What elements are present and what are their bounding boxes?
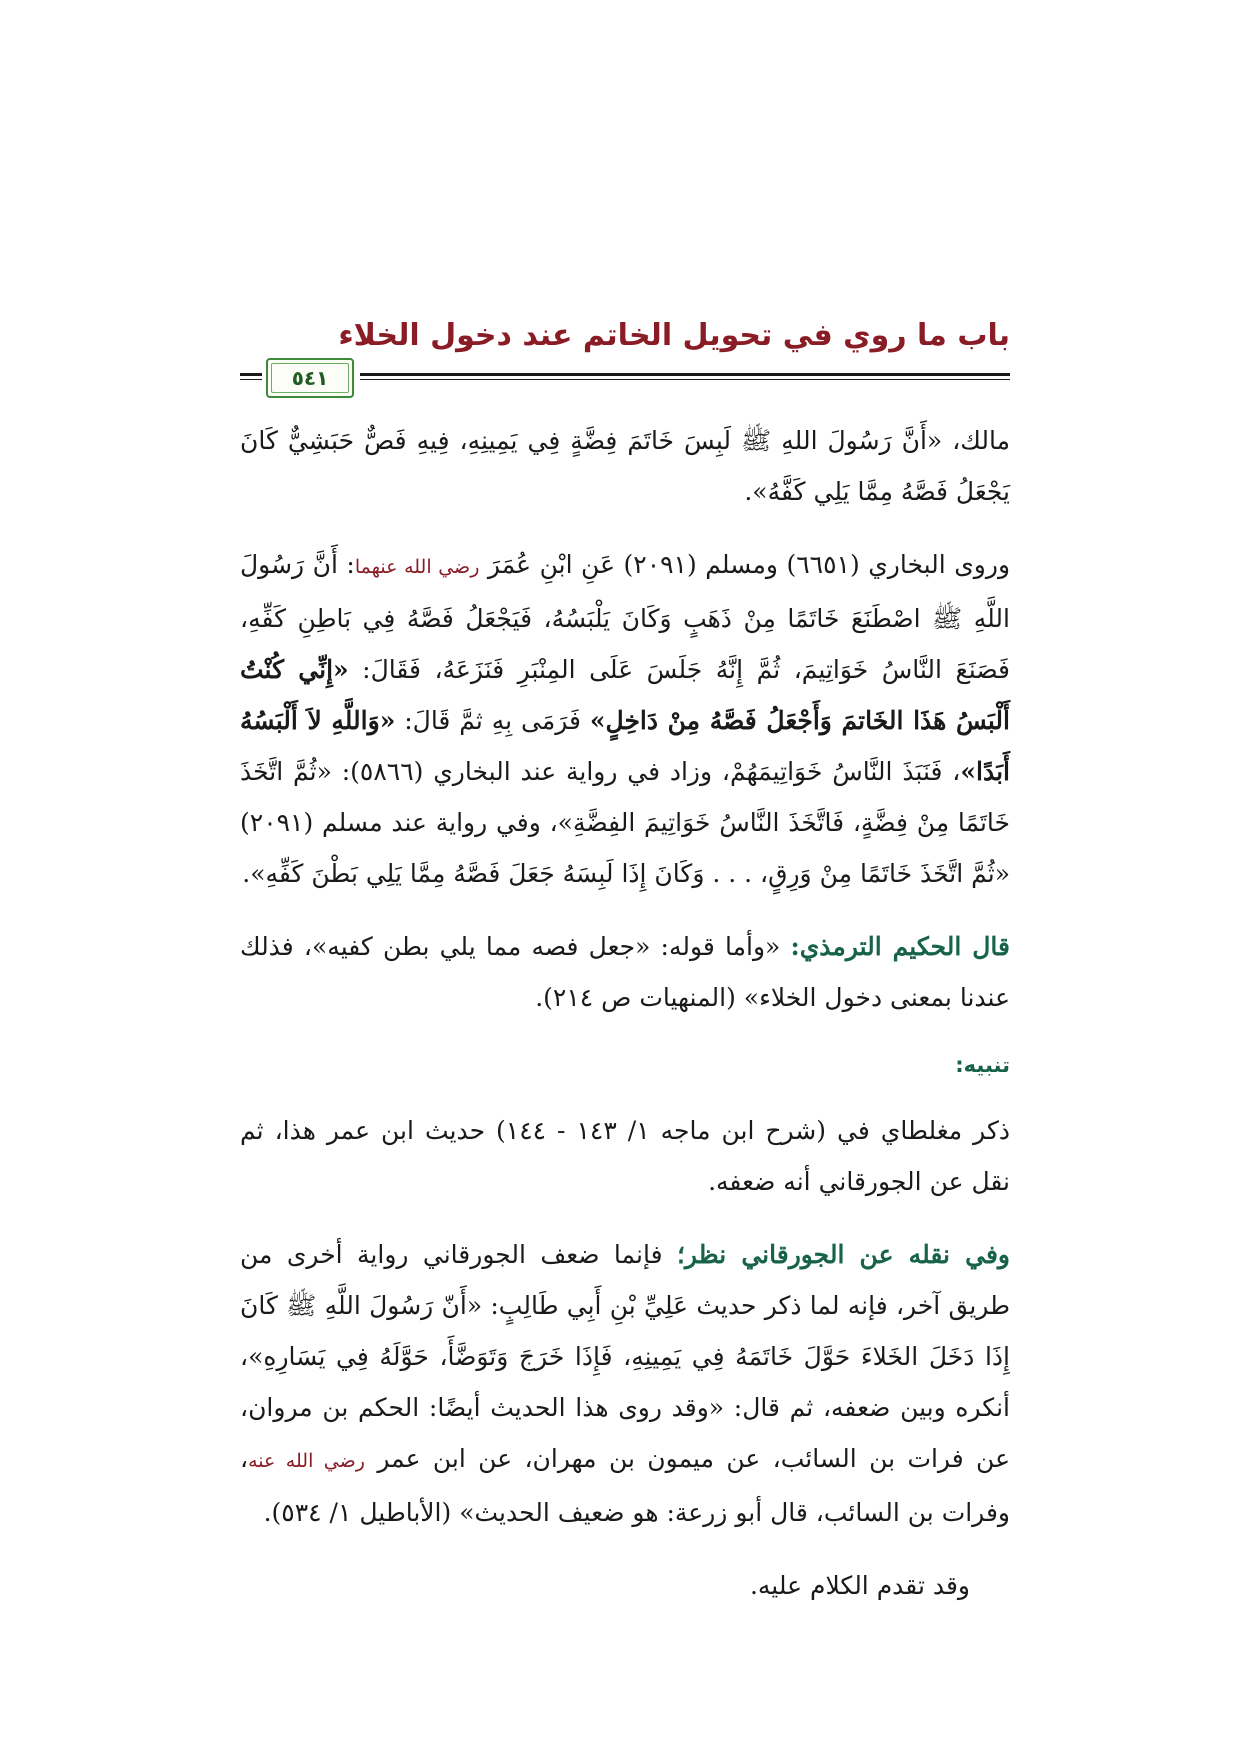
page-body — [240, 415, 1010, 1633]
honorific-glyph-2: رضي الله عنه — [248, 1450, 365, 1472]
paragraph-1 — [240, 415, 1010, 517]
paragraph-4-text: ذكر مغلطاي في (شرح ابن ماجه ١/ ١٤٣ - ١٤٤) حديث ابن عمر هذا، ثم نقل عن الجورقاني أنه ضعفه. — [240, 1116, 1010, 1196]
note-heading: تنبيه: — [955, 1053, 1010, 1077]
paragraph-3 — [240, 921, 1010, 1023]
paragraph-2 — [240, 539, 1010, 899]
hadith-quote-1: «إِنِّي كُنْتُ أَلْبَسُ هَذَا الخَاتمَ وَأَجْعَلُ فَصَّهُ مِنْ دَاخِلٍ» — [240, 655, 1010, 735]
paragraph-4 — [240, 1105, 1010, 1207]
paragraph-1-text: مالك، «أَنَّ رَسُولَ اللهِ ﷺ لَبِسَ خَاتَمَ فِضَّةٍ فِي يَمِينِهِ، فِيهِ فَصٌّ حَبَشِيٌّ كَانَ يَجْعَلُ فَصَّهُ مِمَّا يَلِي كَفَّهُ». — [240, 426, 1010, 506]
paragraph-5 — [240, 1229, 1010, 1538]
page-number-badge — [266, 358, 354, 398]
header-rule — [360, 373, 1010, 376]
paragraph-6 — [240, 1560, 1010, 1611]
paragraph-2-part-4: ، فَنَبَذَ النَّاسُ خَوَاتِيمَهُمْ، وزاد في رواية عند البخاري (٥٨٦٦): «ثُمَّ اتَّخَذَ خَاتَمًا مِنْ فِضَّةٍ، فَاتَّخَذَ النَّاسُ خَوَاتِيمَ الفِضَّةِ»، وفي رواية عند مسلم (٢٠٩١) «ثُمَّ اتَّخَذَ خَاتَمًا مِنْ وَرِقٍ، . . . وَكَانَ إِذَا لَبِسَهُ جَعَلَ فَصَّهُ مِمَّا يَلِي بَطْنَ كَفِّهِ». — [240, 757, 1010, 888]
paragraph-3-text: «وأما قوله: «جعل فصه مما يلي بطن كفيه»، فذلك عندنا بمعنى دخول الخلاء» (المنهيات ص ٢١٤). — [240, 932, 1010, 1012]
header-rule-thin — [360, 379, 1010, 380]
paragraph-5-label: وفي نقله عن الجورقاني نظر؛ — [676, 1240, 1010, 1269]
hadith-quote-2: «وَاللَّهِ لاَ أَلْبَسُهُ أَبَدًا» — [240, 706, 1010, 786]
page-number: ٥٤١ — [291, 366, 329, 390]
page-header — [240, 318, 1010, 398]
header-rule-left — [240, 373, 262, 376]
paragraph-2-part-3: فَرَمَى بِهِ ثمَّ قَالَ: — [395, 706, 590, 735]
header-rule-left-thin — [240, 379, 262, 380]
paragraph-5-part-2: ، وفرات بن السائب، قال أبو زرعة: هو ضعيف الحديث» (الأباطيل ١/ ٥٣٤). — [240, 1444, 1010, 1527]
paragraph-2-part-1: وروى البخاري (٦٦٥١) ومسلم (٢٠٩١) عَنِ ابْنِ عُمَرَ — [487, 550, 1011, 579]
paragraph-2-part-2: : أَنَّ رَسُولَ اللَّهِ ﷺ اصْطَنَعَ خَاتَمًا مِنْ ذَهَبٍ وَكَانَ يَلْبَسُهُ، فَيَجْعَلُ فَصَّهُ فِي بَاطِنِ كَفِّهِ، فَصَنَعَ النَّاسُ خَوَاتِيمَ، ثُمَّ إِنَّهُ جَلَسَ عَلَى المِنْبَرِ فَنَزَعَهُ، فَقَالَ: — [240, 550, 1010, 684]
honorific-glyph: رضي الله عنهما — [354, 556, 480, 578]
paragraph-5-part-1: فإنما ضعف الجورقاني رواية أخرى من طريق آخر، فإنه لما ذكر حديث عَلِيِّ بْنِ أَبِي طَالِبٍ: «أَنّ رَسُولَ اللَّهِ ﷺ كَانَ إِذَا دَخَلَ الخَلاءَ حَوَّلَ خَاتَمَهُ فِي يَمِينِهِ، فَإِذَا خَرَجَ وَتَوَضَّأَ، حَوَّلَهُ فِي يَسَارِهِ»، أنكره وبين ضعفه، ثم قال: «وقد روى هذا الحديث أيضًا: الحكم بن مروان، عن فرات بن السائب، عن ميمون بن مهران، عن ابن عمر — [240, 1240, 1010, 1473]
paragraph-6-text: وقد تقدم الكلام عليه. — [749, 1571, 970, 1600]
paragraph-3-label: قال الحكيم الترمذي: — [790, 932, 1010, 961]
chapter-title: باب ما روي في تحويل الخاتم عند دخول الخلاء — [338, 318, 1010, 353]
